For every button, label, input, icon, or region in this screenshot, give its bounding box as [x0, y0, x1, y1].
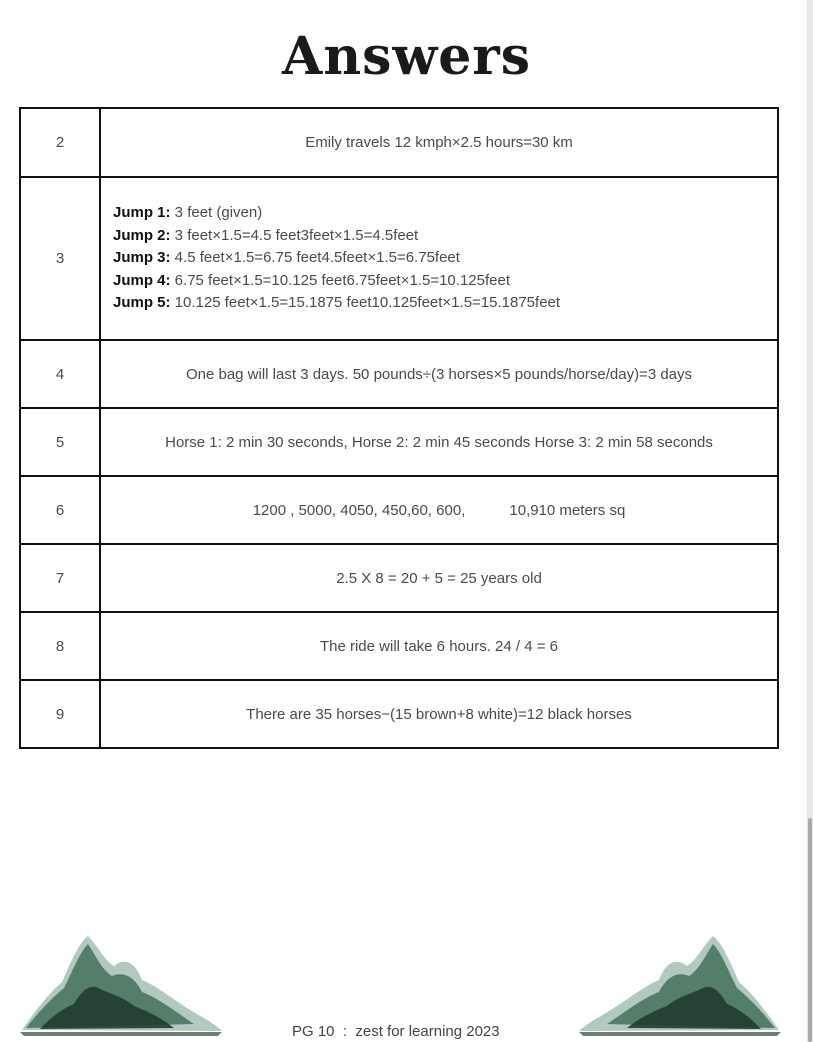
scrollbar-thumb[interactable]: [808, 818, 812, 1042]
area-total: 10,910 meters sq: [509, 501, 626, 519]
table-row: [20, 340, 778, 408]
table-row: [20, 108, 778, 177]
area-values: 1200 , 5000, 4050, 450,60, 600,: [252, 501, 466, 519]
jump-label: Jump 2:: [113, 226, 171, 244]
jump-label: Jump 3:: [113, 249, 171, 267]
watercolor-tree-icon: [18, 928, 223, 1038]
answer-cell: Horse 1: 2 min 30 seconds, Horse 2: 2 min 45 seconds Horse 3: 2 min 58 seconds: [100, 408, 778, 476]
answer-cell: One bag will last 3 days. 50 pounds÷(3 horses×5 pounds/horse/day)=3 days: [100, 340, 778, 408]
question-number: 6: [20, 476, 100, 544]
table-row: [20, 612, 778, 680]
answer-cell: The ride will take 6 hours. 24 / 4 = 6: [100, 612, 778, 680]
answer-cell: Emily travels 12 kmph×2.5 hours=30 km: [100, 108, 778, 177]
answer-cell: 2.5 X 8 = 20 + 5 = 25 years old: [100, 544, 778, 612]
question-number: 9: [20, 680, 100, 748]
jump-label: Jump 1:: [113, 204, 171, 222]
jump-text: 10.125 feet×1.5=15.1875 feet10.125feet×1.5=15.1875feet: [170, 294, 561, 312]
jump-line: [113, 292, 776, 315]
jump-line: [113, 270, 776, 293]
jump-text: 3 feet (given): [170, 204, 263, 222]
watercolor-tree-icon: [578, 928, 783, 1038]
table-row: [20, 177, 778, 340]
answer-cell: [100, 476, 778, 544]
jump-label: Jump 5:: [113, 294, 171, 312]
table-row: [20, 544, 778, 612]
question-number: 7: [20, 544, 100, 612]
answers-table: [19, 107, 779, 749]
question-number: 2: [20, 108, 100, 177]
question-number: 4: [20, 340, 100, 408]
jump-text: 4.5 feet×1.5=6.75 feet4.5feet×1.5=6.75feet: [170, 249, 460, 267]
jump-label: Jump 4:: [113, 271, 171, 289]
jump-line: [113, 225, 776, 248]
question-number: 8: [20, 612, 100, 680]
answer-cell: There are 35 horses−(15 brown+8 white)=12 black horses: [100, 680, 778, 748]
question-number: 3: [20, 177, 100, 340]
table-row: [20, 476, 778, 544]
page-title: Answers: [282, 26, 531, 87]
table-row: [20, 408, 778, 476]
table-row: [20, 680, 778, 748]
page-footer: PG 10 : zest for learning 2023: [292, 1023, 500, 1040]
question-number: 5: [20, 408, 100, 476]
jump-text: 6.75 feet×1.5=10.125 feet6.75feet×1.5=10.125feet: [170, 271, 510, 289]
answer-cell: [100, 177, 778, 340]
jump-line: [113, 247, 776, 270]
jump-line: [113, 202, 776, 225]
jump-text: 3 feet×1.5=4.5 feet3feet×1.5=4.5feet: [170, 226, 419, 244]
